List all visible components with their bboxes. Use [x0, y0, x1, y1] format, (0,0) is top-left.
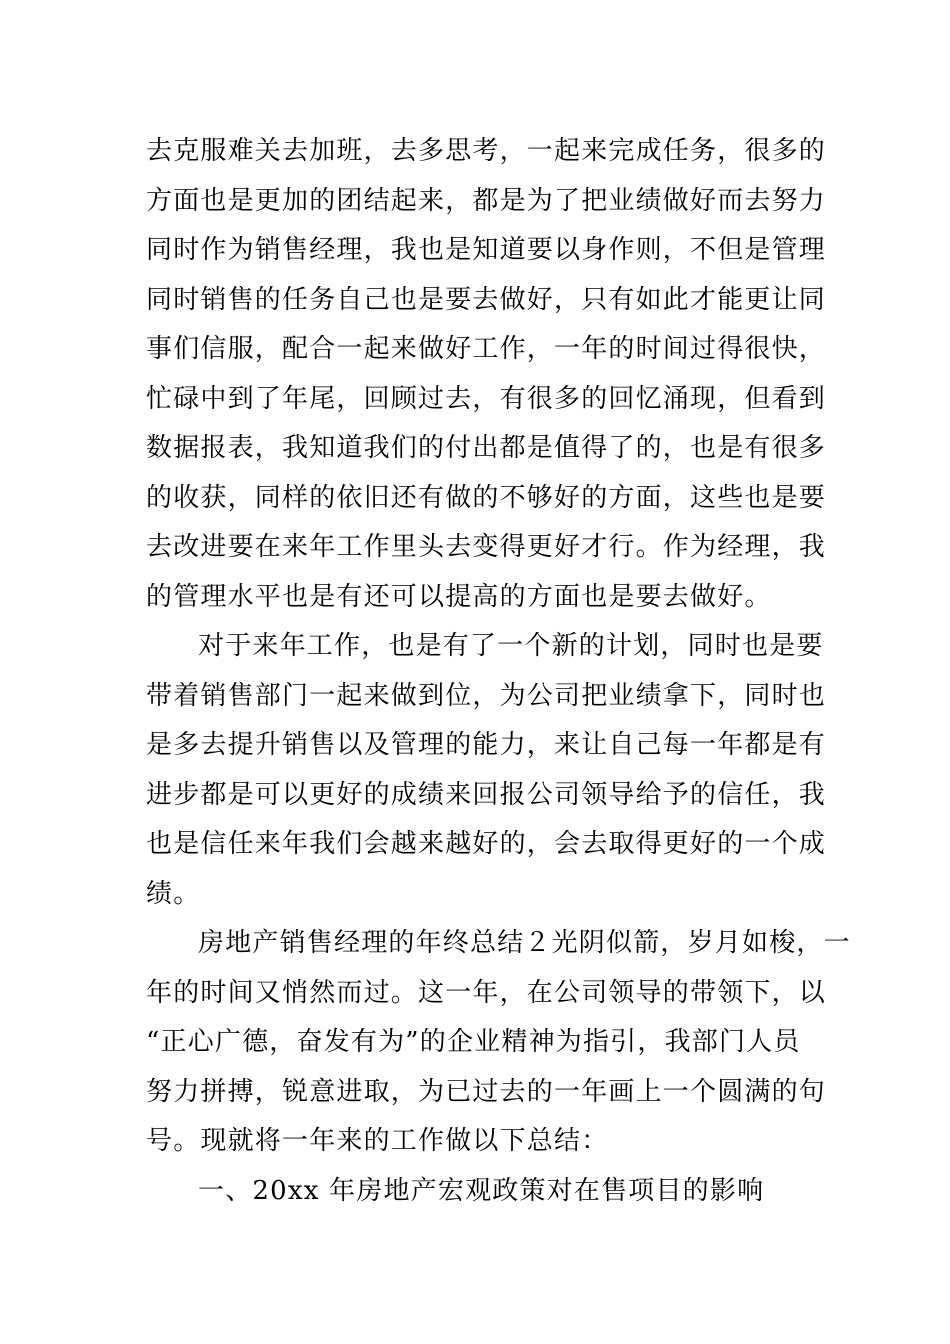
section-heading: [146, 1167, 811, 1217]
text-line: 同时销售的任务自己也是要去做好，只有如此才能更让同: [146, 284, 827, 315]
text-line: 数据报表，我知道我们的付出都是值得了的，也是有很多: [146, 433, 827, 463]
text-line: 的管理水平也是有还可以提高的方面也是要去做好。: [146, 581, 772, 612]
text-line: 号。现就将一年来的工作做以下总结：: [146, 1126, 609, 1156]
text-line: “正心广德，奋发有为”的企业精神为指引，我部门人员: [146, 1027, 801, 1057]
text-line: 忙碌中到了年尾，回顾过去，有很多的回忆涌现，但看到: [146, 383, 827, 414]
text-line: 是多去提升销售以及管理的能力，来让自己每一年都是有: [146, 730, 827, 760]
text-line: 年的时间又悄然而过。这一年，在公司领导的带领下，以: [146, 977, 827, 1008]
text-line: 带着销售部门一起来做到位，为公司把业绩拿下，同时也: [146, 680, 827, 711]
text-line: 方面也是更加的团结起来，都是为了把业绩做好而去努力: [146, 185, 827, 216]
paragraph-2: [146, 622, 827, 919]
text-line: 去克服难关去加班，去多思考，一起来完成任务，很多的: [146, 136, 827, 166]
text-line: 也是信任来年我们会越来越好的，会去取得更好的一个成: [146, 829, 827, 859]
paragraph-3: [146, 919, 851, 1167]
text-line: 的收获，同样的依旧还有做的不够好的方面，这些也是要: [146, 482, 827, 513]
text-line: 对于来年工作，也是有了一个新的计划，同时也是要: [198, 631, 824, 661]
text-line: 事们信服，配合一起来做好工作，一年的时间过得很快，: [146, 334, 827, 364]
text-line: 房地产销售经理的年终总结２光阴似箭，岁月如梭，一: [198, 928, 851, 958]
text-line: 进步都是可以更好的成绩来回报公司领导给予的信任，我: [146, 779, 827, 810]
text-line: 努力拼搏，锐意进取，为已过去的一年画上一个圆满的句: [146, 1076, 827, 1107]
text-line: 去改进要在来年工作里头去变得更好才行。作为经理，我: [146, 532, 827, 562]
text-line: 绩。: [146, 878, 201, 909]
paragraph-1: [146, 127, 827, 622]
document-body: [146, 127, 851, 1216]
text-line: 同时作为销售经理，我也是知道要以身作则，不但是管理: [146, 235, 827, 265]
text-line: 一、20xx 年房地产宏观政策对在售项目的影响: [198, 1175, 765, 1206]
